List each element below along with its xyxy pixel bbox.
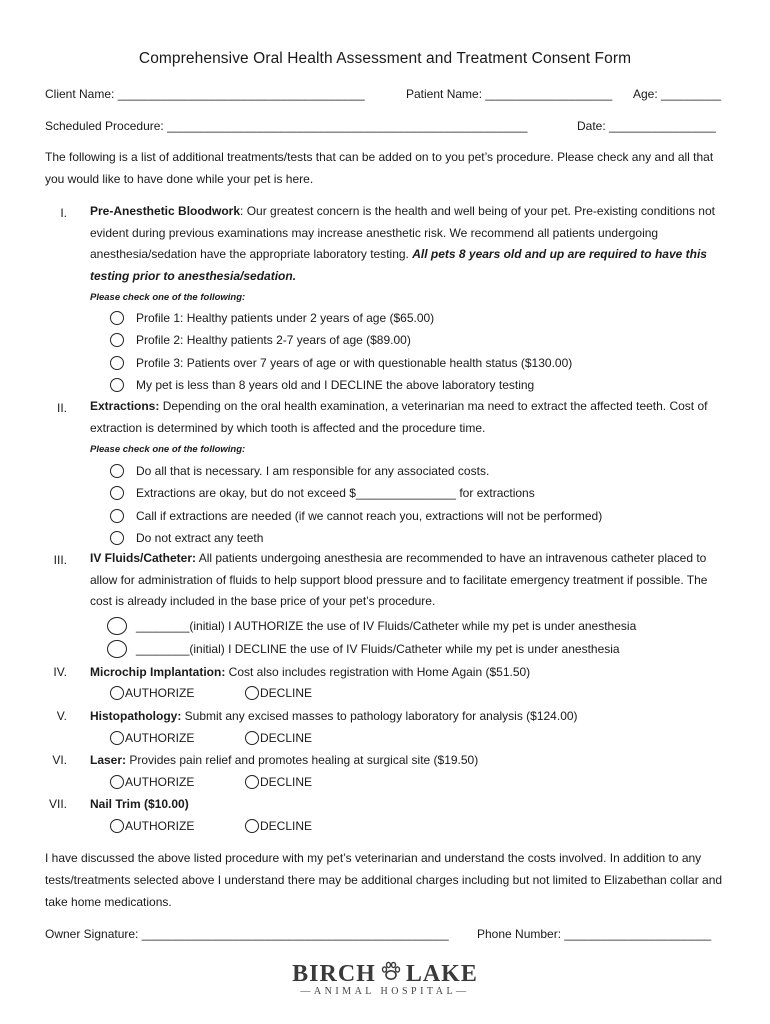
option-label: ________(initial) I DECLINE the use of IV Fluids/Catheter while my pet is under anesthesia: [136, 642, 620, 656]
section-5-body: Submit any excised masses to pathology laboratory for analysis ($124.00): [181, 709, 578, 723]
section-6-text: [90, 753, 478, 767]
section-7-numeral: VII.: [48, 797, 67, 811]
section-1-note: Please check one of the following:: [90, 292, 246, 303]
decline-label: DECLINE: [260, 731, 313, 745]
logo-subtitle: —ANIMAL HOSPITAL—: [300, 986, 470, 997]
decline-label: DECLINE: [260, 775, 313, 789]
radio-button-icon[interactable]: [245, 819, 259, 833]
section-4-text: [90, 665, 530, 679]
section-2-numeral: II.: [56, 401, 67, 415]
nail-trim-decline[interactable]: [245, 819, 312, 833]
option-label: Profile 1: Healthy patients under 2 years of age ($65.00): [136, 311, 435, 325]
section-7-heading: Nail Trim ($10.00): [90, 797, 189, 811]
decline-label: DECLINE: [260, 686, 313, 700]
section-3-heading: IV Fluids/Catheter:: [90, 551, 197, 565]
section-5-heading: Histopathology:: [90, 709, 182, 723]
section-6-heading: Laser:: [90, 753, 127, 767]
scheduled-procedure-field[interactable]: Scheduled Procedure: ______________________________________________________: [45, 119, 528, 133]
iv-decline-option[interactable]: [107, 640, 620, 658]
option-label: My pet is less than 8 years old and I DECLINE the above laboratory testing: [136, 378, 535, 392]
radio-button-icon[interactable]: [110, 819, 124, 833]
radio-button-icon[interactable]: [110, 378, 124, 392]
radio-button-icon[interactable]: [110, 486, 124, 500]
section-1-body: : Our greatest concern is the health and well being of your pet. Pre-existing conditions not evident during previous examinations may increase anesthetic risk. We recommend all patients undergoing anesthesia/sedation have the appropriate laboratory testing.: [90, 204, 715, 261]
histopathology-authorize[interactable]: [110, 731, 194, 745]
patient-name-field[interactable]: Patient Name: ___________________: [406, 87, 613, 101]
section-1-text: [90, 201, 730, 287]
section-4-heading: Microchip Implantation:: [90, 665, 226, 679]
section-4-numeral: IV.: [53, 665, 67, 679]
form-title: Comprehensive Oral Health Assessment and Treatment Consent Form: [138, 50, 632, 67]
phone-number-field[interactable]: Phone Number: ______________________: [477, 927, 712, 941]
section-5-numeral: V.: [56, 709, 67, 723]
radio-button-icon[interactable]: [245, 775, 259, 789]
section-2-note: Please check one of the following:: [90, 444, 246, 455]
intro-paragraph: The following is a list of additional treatments/tests that can be added on to you pet’s procedure. Please check any and all that you would like to have done while your pet is here.: [45, 150, 714, 186]
bloodwork-option-3[interactable]: [110, 356, 572, 370]
authorize-label: AUTHORIZE: [125, 819, 195, 833]
option-label: Profile 2: Healthy patients 2-7 years of age ($89.00): [136, 333, 411, 347]
radio-button-icon[interactable]: [107, 640, 127, 658]
owner-signature-field[interactable]: Owner Signature: ______________________________________________: [45, 927, 449, 941]
option-label: Do all that is necessary. I am responsible for any associated costs.: [136, 464, 490, 478]
option-label: ________(initial) I AUTHORIZE the use of IV Fluids/Catheter while my pet is under anesthesia: [136, 619, 637, 633]
radio-button-icon[interactable]: [110, 311, 124, 325]
radio-button-icon[interactable]: [110, 775, 124, 789]
iv-authorize-option[interactable]: [107, 617, 636, 635]
option-label: Do not extract any teeth: [136, 531, 264, 545]
option-label: Profile 3: Patients over 7 years of age or with questionable health status ($130.00): [136, 356, 573, 370]
radio-button-icon[interactable]: [107, 617, 127, 635]
section-3-body: All patients undergoing anesthesia are recommended to have an intravenous catheter placed to allow for administration of fluids to help support blood pressure and to facilitate emergency treatment if possible. The cost is already included in the base price of your pet’s procedure.: [90, 551, 708, 608]
age-field[interactable]: Age: _________: [633, 87, 722, 101]
laser-authorize[interactable]: [110, 775, 194, 789]
authorize-label: AUTHORIZE: [125, 731, 195, 745]
authorize-label: AUTHORIZE: [125, 775, 195, 789]
microchip-authorize[interactable]: [110, 686, 194, 700]
microchip-decline[interactable]: [245, 686, 312, 700]
radio-button-icon[interactable]: [245, 686, 259, 700]
radio-button-icon[interactable]: [110, 686, 124, 700]
section-1-numeral: I.: [60, 206, 67, 220]
section-2-text: [90, 396, 730, 439]
section-3-text: [90, 548, 730, 613]
section-1-heading: Pre-Anesthetic Bloodwork: [90, 204, 241, 218]
section-3-numeral: III.: [53, 553, 67, 567]
extraction-option-3[interactable]: [110, 509, 602, 523]
radio-button-icon[interactable]: [110, 356, 124, 370]
section-6-numeral: VI.: [52, 753, 67, 767]
radio-button-icon[interactable]: [110, 333, 124, 347]
bloodwork-option-4[interactable]: [110, 378, 534, 392]
paw-print-icon: [380, 960, 402, 989]
radio-button-icon[interactable]: [110, 509, 124, 523]
laser-decline[interactable]: [245, 775, 312, 789]
date-field[interactable]: Date: ________________: [577, 119, 716, 133]
extraction-option-2[interactable]: [110, 486, 535, 500]
clinic-logo: [0, 960, 770, 997]
radio-button-icon[interactable]: [110, 731, 124, 745]
option-label: Call if extractions are needed (if we cannot reach you, extractions will not be performed): [136, 509, 603, 523]
radio-button-icon[interactable]: [245, 731, 259, 745]
radio-button-icon[interactable]: [110, 464, 124, 478]
section-2-body: Depending on the oral health examination, a veterinarian ma need to extract the affected teeth. Cost of extraction is determined by which tooth is affected and the procedure time.: [90, 399, 708, 435]
logo-word-lake: LAKE: [405, 961, 478, 987]
section-5-text: [90, 709, 578, 723]
section-7-text: [90, 797, 189, 811]
closing-paragraph: I have discussed the above listed procedure with my pet’s veterinarian and understand the costs involved. In addition to any tests/treatments selected above I understand there may be additional charges including but not limited to Elizabethan collar and take home medications.: [45, 851, 723, 909]
bloodwork-option-1[interactable]: [110, 311, 434, 325]
authorize-label: AUTHORIZE: [125, 686, 195, 700]
extraction-option-4[interactable]: [110, 531, 263, 545]
section-6-body: Provides pain relief and promotes healing at surgical site ($19.50): [126, 753, 479, 767]
nail-trim-authorize[interactable]: [110, 819, 194, 833]
logo-word-birch: BIRCH: [292, 961, 376, 987]
option-label: Extractions are okay, but do not exceed $_______________ for extractions: [136, 486, 535, 500]
histopathology-decline[interactable]: [245, 731, 312, 745]
section-2-heading: Extractions:: [90, 399, 160, 413]
section-1-emphasis: All pets 8 years old and up are required to have this testing prior to anesthesia/sedation.: [90, 247, 707, 283]
bloodwork-option-2[interactable]: [110, 333, 411, 347]
section-4-body: Cost also includes registration with Home Again ($51.50): [225, 665, 531, 679]
decline-label: DECLINE: [260, 819, 313, 833]
radio-button-icon[interactable]: [110, 531, 124, 545]
extraction-option-1[interactable]: [110, 464, 489, 478]
client-name-field[interactable]: Client Name: _____________________________________: [45, 87, 365, 101]
